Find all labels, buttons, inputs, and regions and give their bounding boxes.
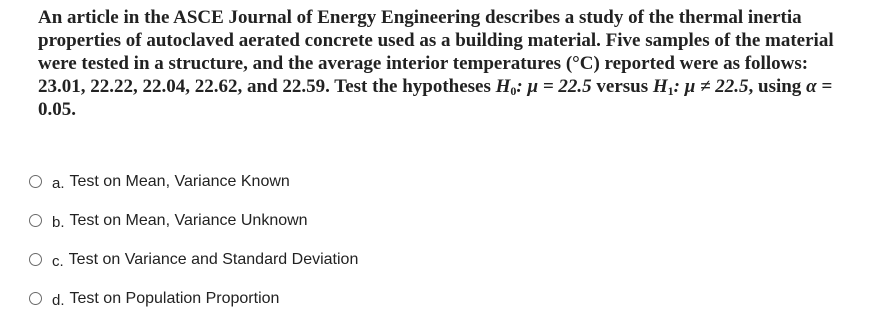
option-b-label: Test on Mean, Variance Unknown [69,211,308,229]
option-b[interactable] [29,201,629,240]
option-b-letter: b. [52,214,65,231]
option-d[interactable] [29,279,629,318]
option-d-letter: d. [52,292,65,309]
alternative-hypothesis: $H_1$: μ ≠ 22.5 [652,76,749,98]
option-c-label: Test on Variance and Standard Deviation [68,250,359,268]
alpha-value: 0.05. [38,99,76,120]
null-hypothesis: $H_0$: μ = 22.5 [495,76,592,98]
option-c[interactable] [29,240,629,279]
versus-text: versus [591,76,653,97]
answer-options [29,162,629,318]
option-c-radio[interactable] [29,253,42,266]
option-a[interactable] [29,162,629,201]
option-a-letter: a. [52,175,65,192]
using-text: , using [748,76,807,97]
option-c-letter: c. [52,253,64,270]
option-d-label: Test on Population Proportion [69,289,280,307]
option-a-radio[interactable] [29,175,42,188]
option-a-label: Test on Mean, Variance Known [69,172,290,190]
option-d-radio[interactable] [29,292,42,305]
question-intro: An article in the ASCE Journal of Energy Engineering describes a study of the thermal inertia properties of autoclaved aerated concrete used as a building material. Five samples of the material were tested in a structure, and the average interior temperatures (°C) reported were as follows: 23.01, 22.22, 22.04, 22.62, and 22.59. Test the hypotheses [38,7,834,97]
option-b-radio[interactable] [29,214,42,227]
question-text [38,6,848,121]
alpha-symbol: α = [806,76,833,97]
